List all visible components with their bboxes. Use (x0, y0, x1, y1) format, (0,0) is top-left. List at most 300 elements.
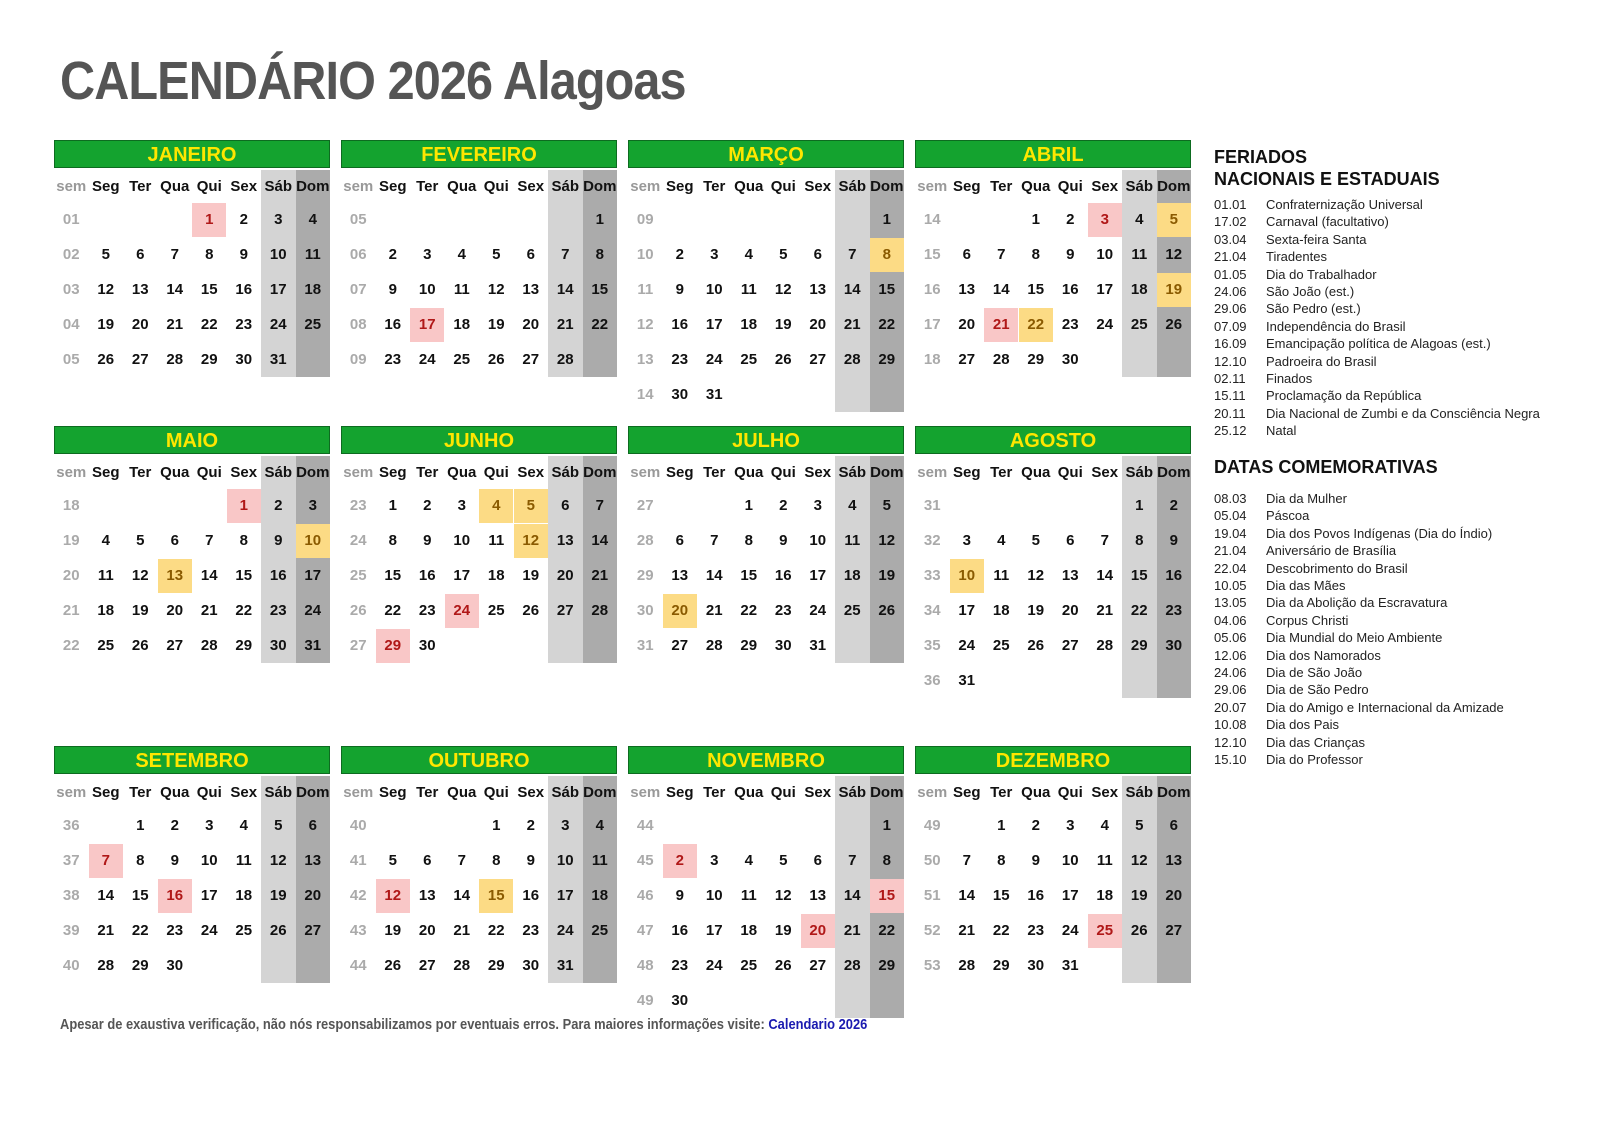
day-cell[interactable]: 29 (1122, 628, 1157, 663)
day-cell[interactable]: 27 (166, 637, 184, 654)
day-cell[interactable]: 11 (296, 237, 331, 272)
day-cell[interactable]: 4 (744, 246, 753, 263)
day-cell[interactable]: 27 (958, 351, 976, 368)
day-cell[interactable]: 1 (136, 817, 145, 834)
day-cell[interactable]: 22 (131, 922, 149, 939)
day-cell[interactable]: 10 (200, 852, 218, 869)
day-cell[interactable]: 7 (962, 852, 971, 869)
day-cell[interactable]: 19 (522, 567, 540, 584)
day-cell[interactable]: 6 (548, 488, 583, 523)
day-cell[interactable]: 10 (261, 237, 296, 272)
day-cell[interactable]: 2 (779, 497, 788, 514)
day-cell[interactable]: 10 (809, 532, 827, 549)
day-cell[interactable]: 22 (992, 922, 1010, 939)
day-cell[interactable]: 19 (1027, 602, 1045, 619)
day-cell[interactable]: 14 (835, 878, 870, 913)
day-cell[interactable]: 12 (870, 523, 905, 558)
day-cell[interactable]: 24 (809, 602, 827, 619)
day-cell[interactable]: 29 (131, 957, 149, 974)
day-cell[interactable]: 30 (1061, 351, 1079, 368)
day-cell[interactable]: 11 (993, 567, 1010, 584)
day-cell[interactable]: 25 (992, 637, 1010, 654)
day-cell[interactable]: 26 (522, 602, 540, 619)
day-cell[interactable]: 15 (583, 272, 618, 307)
day-cell[interactable]: 3 (813, 497, 822, 514)
day-cell[interactable]: 13 (158, 558, 193, 593)
day-cell[interactable]: 5 (870, 488, 905, 523)
day-cell[interactable]: 29 (992, 957, 1010, 974)
day-cell[interactable]: 23 (1157, 593, 1192, 628)
day-cell[interactable]: 19 (1157, 272, 1192, 307)
day-cell[interactable]: 27 (1157, 913, 1192, 948)
day-cell[interactable]: 2 (663, 843, 698, 878)
day-cell[interactable]: 17 (705, 922, 723, 939)
day-cell[interactable]: 4 (997, 532, 1006, 549)
day-cell[interactable]: 4 (744, 852, 753, 869)
day-cell[interactable]: 27 (809, 351, 827, 368)
day-cell[interactable]: 10 (296, 523, 331, 558)
day-cell[interactable]: 21 (583, 558, 618, 593)
day-cell[interactable]: 23 (1027, 922, 1045, 939)
day-cell[interactable]: 24 (958, 637, 976, 654)
day-cell[interactable]: 13 (809, 281, 827, 298)
day-cell[interactable]: 6 (526, 246, 535, 263)
day-cell[interactable]: 28 (835, 342, 870, 377)
day-cell[interactable]: 7 (89, 843, 124, 878)
day-cell[interactable]: 21 (984, 307, 1019, 342)
day-cell[interactable]: 30 (671, 992, 689, 1009)
day-cell[interactable]: 4 (1100, 817, 1109, 834)
day-cell[interactable]: 8 (744, 532, 753, 549)
day-cell[interactable]: 23 (166, 922, 184, 939)
day-cell[interactable]: 5 (261, 808, 296, 843)
day-cell[interactable]: 27 (296, 913, 331, 948)
day-cell[interactable]: 17 (705, 316, 723, 333)
day-cell[interactable]: 4 (479, 488, 514, 523)
day-cell[interactable]: 19 (384, 922, 402, 939)
day-cell[interactable]: 13 (958, 281, 976, 298)
day-cell[interactable]: 14 (992, 281, 1010, 298)
day-cell[interactable]: 21 (166, 316, 184, 333)
day-cell[interactable]: 14 (835, 272, 870, 307)
day-cell[interactable]: 17 (200, 887, 218, 904)
day-cell[interactable]: 19 (1122, 878, 1157, 913)
day-cell[interactable]: 6 (423, 852, 432, 869)
day-cell[interactable]: 6 (1066, 532, 1075, 549)
day-cell[interactable]: 5 (779, 246, 788, 263)
day-cell[interactable]: 27 (522, 351, 540, 368)
day-cell[interactable]: 26 (261, 913, 296, 948)
day-cell[interactable]: 28 (958, 957, 976, 974)
day-cell[interactable]: 4 (239, 817, 248, 834)
day-cell[interactable]: 26 (1122, 913, 1157, 948)
day-cell[interactable]: 26 (1157, 307, 1192, 342)
day-cell[interactable]: 5 (1122, 808, 1157, 843)
day-cell[interactable]: 9 (170, 852, 179, 869)
day-cell[interactable]: 12 (1157, 237, 1192, 272)
day-cell[interactable]: 26 (1027, 637, 1045, 654)
day-cell[interactable]: 15 (870, 272, 905, 307)
day-cell[interactable]: 2 (423, 497, 432, 514)
day-cell[interactable]: 27 (131, 351, 149, 368)
day-cell[interactable]: 19 (774, 922, 792, 939)
day-cell[interactable]: 11 (1122, 237, 1157, 272)
day-cell[interactable]: 19 (870, 558, 905, 593)
day-cell[interactable]: 5 (1031, 532, 1040, 549)
day-cell[interactable]: 31 (548, 948, 583, 983)
day-cell[interactable]: 19 (97, 316, 115, 333)
day-cell[interactable]: 1 (870, 202, 905, 237)
day-cell[interactable]: 7 (710, 532, 719, 549)
day-cell[interactable]: 18 (1122, 272, 1157, 307)
day-cell[interactable]: 14 (548, 272, 583, 307)
day-cell[interactable]: 23 (774, 602, 792, 619)
day-cell[interactable]: 2 (526, 817, 535, 834)
day-cell[interactable]: 11 (488, 532, 505, 549)
day-cell[interactable]: 2 (261, 488, 296, 523)
day-cell[interactable]: 14 (200, 567, 218, 584)
day-cell[interactable]: 16 (1061, 281, 1079, 298)
footer-link[interactable]: Calendario 2026 (768, 1016, 868, 1033)
day-cell[interactable]: 5 (514, 488, 549, 523)
day-cell[interactable]: 26 (97, 351, 115, 368)
day-cell[interactable]: 2 (1066, 211, 1075, 228)
day-cell[interactable]: 20 (548, 558, 583, 593)
day-cell[interactable]: 7 (170, 246, 179, 263)
day-cell[interactable]: 18 (583, 878, 618, 913)
day-cell[interactable]: 1 (192, 202, 227, 237)
day-cell[interactable]: 3 (423, 246, 432, 263)
day-cell[interactable]: 13 (1157, 843, 1192, 878)
day-cell[interactable]: 26 (774, 351, 792, 368)
day-cell[interactable]: 20 (801, 913, 836, 948)
day-cell[interactable]: 22 (740, 602, 758, 619)
day-cell[interactable]: 26 (384, 957, 402, 974)
day-cell[interactable]: 19 (131, 602, 149, 619)
day-cell[interactable]: 8 (870, 237, 905, 272)
day-cell[interactable]: 12 (774, 887, 792, 904)
day-cell[interactable]: 22 (870, 913, 905, 948)
day-cell[interactable]: 6 (675, 532, 684, 549)
day-cell[interactable]: 1 (492, 817, 501, 834)
day-cell[interactable]: 6 (813, 852, 822, 869)
day-cell[interactable]: 7 (548, 237, 583, 272)
day-cell[interactable]: 17 (410, 307, 445, 342)
day-cell[interactable]: 18 (1096, 887, 1114, 904)
day-cell[interactable]: 5 (1157, 202, 1192, 237)
day-cell[interactable]: 30 (166, 957, 184, 974)
day-cell[interactable]: 18 (235, 887, 253, 904)
day-cell[interactable]: 31 (958, 672, 976, 689)
day-cell[interactable]: 13 (671, 567, 689, 584)
day-cell[interactable]: 2 (1157, 488, 1192, 523)
day-cell[interactable]: 3 (710, 246, 719, 263)
day-cell[interactable]: 24 (200, 922, 218, 939)
day-cell[interactable]: 3 (457, 497, 466, 514)
day-cell[interactable]: 16 (1157, 558, 1192, 593)
day-cell[interactable]: 3 (1066, 817, 1075, 834)
day-cell[interactable]: 15 (740, 567, 758, 584)
day-cell[interactable]: 27 (809, 957, 827, 974)
day-cell[interactable]: 26 (487, 351, 505, 368)
day-cell[interactable]: 20 (131, 316, 149, 333)
day-cell[interactable]: 14 (958, 887, 976, 904)
day-cell[interactable]: 16 (418, 567, 436, 584)
day-cell[interactable]: 7 (835, 843, 870, 878)
day-cell[interactable]: 24 (1096, 316, 1114, 333)
day-cell[interactable]: 22 (487, 922, 505, 939)
day-cell[interactable]: 24 (548, 913, 583, 948)
day-cell[interactable]: 1 (870, 808, 905, 843)
day-cell[interactable]: 18 (487, 567, 505, 584)
day-cell[interactable]: 20 (418, 922, 436, 939)
day-cell[interactable]: 18 (992, 602, 1010, 619)
day-cell[interactable]: 31 (809, 637, 827, 654)
day-cell[interactable]: 30 (261, 628, 296, 663)
day-cell[interactable]: 14 (97, 887, 115, 904)
day-cell[interactable]: 29 (235, 637, 253, 654)
day-cell[interactable]: 28 (705, 637, 723, 654)
day-cell[interactable]: 4 (457, 246, 466, 263)
day-cell[interactable]: 23 (671, 351, 689, 368)
day-cell[interactable]: 17 (958, 602, 976, 619)
day-cell[interactable]: 16 (235, 281, 253, 298)
day-cell[interactable]: 29 (1027, 351, 1045, 368)
day-cell[interactable]: 2 (1031, 817, 1040, 834)
day-cell[interactable]: 12 (487, 281, 505, 298)
day-cell[interactable]: 7 (205, 532, 214, 549)
day-cell[interactable]: 13 (131, 281, 149, 298)
day-cell[interactable]: 11 (740, 887, 757, 904)
day-cell[interactable]: 3 (296, 488, 331, 523)
day-cell[interactable]: 11 (453, 281, 470, 298)
day-cell[interactable]: 20 (296, 878, 331, 913)
day-cell[interactable]: 25 (235, 922, 253, 939)
day-cell[interactable]: 27 (1061, 637, 1079, 654)
day-cell[interactable]: 3 (548, 808, 583, 843)
day-cell[interactable]: 9 (1157, 523, 1192, 558)
day-cell[interactable]: 3 (962, 532, 971, 549)
day-cell[interactable]: 3 (261, 202, 296, 237)
day-cell[interactable]: 16 (384, 316, 402, 333)
day-cell[interactable]: 21 (200, 602, 218, 619)
day-cell[interactable]: 29 (740, 637, 758, 654)
day-cell[interactable]: 22 (200, 316, 218, 333)
day-cell[interactable]: 6 (962, 246, 971, 263)
day-cell[interactable]: 30 (235, 351, 253, 368)
day-cell[interactable]: 25 (740, 957, 758, 974)
day-cell[interactable]: 23 (384, 351, 402, 368)
day-cell[interactable]: 9 (1066, 246, 1075, 263)
day-cell[interactable]: 5 (388, 852, 397, 869)
day-cell[interactable]: 21 (835, 913, 870, 948)
day-cell[interactable]: 27 (548, 593, 583, 628)
day-cell[interactable]: 10 (548, 843, 583, 878)
day-cell[interactable]: 15 (384, 567, 402, 584)
day-cell[interactable]: 1 (1031, 211, 1040, 228)
day-cell[interactable]: 12 (1122, 843, 1157, 878)
day-cell[interactable]: 16 (671, 316, 689, 333)
day-cell[interactable]: 12 (774, 281, 792, 298)
day-cell[interactable]: 2 (675, 246, 684, 263)
day-cell[interactable]: 17 (1061, 887, 1079, 904)
day-cell[interactable]: 9 (423, 532, 432, 549)
day-cell[interactable]: 31 (296, 628, 331, 663)
day-cell[interactable]: 21 (97, 922, 115, 939)
day-cell[interactable]: 8 (583, 237, 618, 272)
day-cell[interactable]: 26 (131, 637, 149, 654)
day-cell[interactable]: 30 (418, 637, 436, 654)
day-cell[interactable]: 21 (958, 922, 976, 939)
day-cell[interactable]: 6 (136, 246, 145, 263)
day-cell[interactable]: 18 (296, 272, 331, 307)
day-cell[interactable]: 9 (675, 887, 684, 904)
day-cell[interactable]: 24 (296, 593, 331, 628)
day-cell[interactable]: 1 (388, 497, 397, 514)
day-cell[interactable]: 4 (101, 532, 110, 549)
day-cell[interactable]: 28 (200, 637, 218, 654)
day-cell[interactable]: 15 (870, 878, 905, 913)
day-cell[interactable]: 20 (522, 316, 540, 333)
day-cell[interactable]: 12 (131, 567, 149, 584)
day-cell[interactable]: 17 (296, 558, 331, 593)
day-cell[interactable]: 3 (205, 817, 214, 834)
day-cell[interactable]: 28 (992, 351, 1010, 368)
day-cell[interactable]: 28 (835, 948, 870, 983)
day-cell[interactable]: 11 (583, 843, 618, 878)
day-cell[interactable]: 1 (583, 202, 618, 237)
day-cell[interactable]: 16 (261, 558, 296, 593)
day-cell[interactable]: 15 (131, 887, 149, 904)
day-cell[interactable]: 31 (705, 386, 723, 403)
day-cell[interactable]: 30 (774, 637, 792, 654)
day-cell[interactable]: 29 (487, 957, 505, 974)
day-cell[interactable]: 11 (235, 852, 252, 869)
day-cell[interactable]: 22 (583, 307, 618, 342)
day-cell[interactable]: 9 (239, 246, 248, 263)
day-cell[interactable]: 11 (97, 567, 114, 584)
day-cell[interactable]: 28 (97, 957, 115, 974)
day-cell[interactable]: 10 (453, 532, 471, 549)
day-cell[interactable]: 21 (835, 307, 870, 342)
day-cell[interactable]: 23 (261, 593, 296, 628)
day-cell[interactable]: 7 (997, 246, 1006, 263)
day-cell[interactable]: 26 (870, 593, 905, 628)
day-cell[interactable]: 7 (1100, 532, 1109, 549)
day-cell[interactable]: 6 (170, 532, 179, 549)
day-cell[interactable]: 25 (453, 351, 471, 368)
day-cell[interactable]: 20 (958, 316, 976, 333)
day-cell[interactable]: 28 (548, 342, 583, 377)
day-cell[interactable]: 22 (1019, 307, 1054, 342)
day-cell[interactable]: 2 (388, 246, 397, 263)
day-cell[interactable]: 20 (166, 602, 184, 619)
day-cell[interactable]: 14 (705, 567, 723, 584)
day-cell[interactable]: 16 (158, 878, 193, 913)
day-cell[interactable]: 10 (705, 887, 723, 904)
day-cell[interactable]: 27 (418, 957, 436, 974)
day-cell[interactable]: 8 (205, 246, 214, 263)
day-cell[interactable]: 24 (445, 593, 480, 628)
day-cell[interactable]: 15 (200, 281, 218, 298)
day-cell[interactable]: 11 (740, 281, 757, 298)
day-cell[interactable]: 7 (457, 852, 466, 869)
day-cell[interactable]: 31 (261, 342, 296, 377)
day-cell[interactable]: 8 (136, 852, 145, 869)
day-cell[interactable]: 9 (675, 281, 684, 298)
day-cell[interactable]: 10 (950, 558, 985, 593)
day-cell[interactable]: 12 (97, 281, 115, 298)
day-cell[interactable]: 19 (487, 316, 505, 333)
day-cell[interactable]: 14 (1096, 567, 1114, 584)
day-cell[interactable]: 23 (418, 602, 436, 619)
day-cell[interactable]: 31 (1061, 957, 1079, 974)
day-cell[interactable]: 29 (870, 948, 905, 983)
day-cell[interactable]: 1 (1122, 488, 1157, 523)
day-cell[interactable]: 14 (166, 281, 184, 298)
day-cell[interactable]: 1 (997, 817, 1006, 834)
day-cell[interactable]: 3 (1088, 202, 1123, 237)
day-cell[interactable]: 1 (227, 488, 262, 523)
day-cell[interactable]: 30 (671, 386, 689, 403)
day-cell[interactable]: 16 (1027, 887, 1045, 904)
day-cell[interactable]: 18 (97, 602, 115, 619)
day-cell[interactable]: 13 (418, 887, 436, 904)
day-cell[interactable]: 25 (740, 351, 758, 368)
day-cell[interactable]: 2 (170, 817, 179, 834)
day-cell[interactable]: 10 (1096, 246, 1114, 263)
day-cell[interactable]: 6 (813, 246, 822, 263)
day-cell[interactable]: 30 (1027, 957, 1045, 974)
day-cell[interactable]: 23 (671, 957, 689, 974)
day-cell[interactable]: 25 (97, 637, 115, 654)
day-cell[interactable]: 10 (705, 281, 723, 298)
day-cell[interactable]: 25 (835, 593, 870, 628)
day-cell[interactable]: 22 (235, 602, 253, 619)
day-cell[interactable]: 28 (453, 957, 471, 974)
day-cell[interactable]: 14 (583, 523, 618, 558)
day-cell[interactable]: 13 (809, 887, 827, 904)
day-cell[interactable]: 9 (779, 532, 788, 549)
day-cell[interactable]: 17 (548, 878, 583, 913)
day-cell[interactable]: 5 (779, 852, 788, 869)
day-cell[interactable]: 25 (1088, 913, 1123, 948)
day-cell[interactable]: 14 (453, 887, 471, 904)
day-cell[interactable]: 8 (492, 852, 501, 869)
day-cell[interactable]: 19 (261, 878, 296, 913)
day-cell[interactable]: 21 (453, 922, 471, 939)
day-cell[interactable]: 6 (296, 808, 331, 843)
day-cell[interactable]: 10 (1061, 852, 1079, 869)
day-cell[interactable]: 5 (136, 532, 145, 549)
day-cell[interactable]: 17 (453, 567, 471, 584)
day-cell[interactable]: 15 (1122, 558, 1157, 593)
day-cell[interactable]: 24 (1061, 922, 1079, 939)
day-cell[interactable]: 16 (522, 887, 540, 904)
day-cell[interactable]: 11 (1096, 852, 1113, 869)
day-cell[interactable]: 9 (1031, 852, 1040, 869)
day-cell[interactable]: 28 (583, 593, 618, 628)
day-cell[interactable]: 8 (239, 532, 248, 549)
day-cell[interactable]: 18 (740, 922, 758, 939)
day-cell[interactable]: 9 (526, 852, 535, 869)
day-cell[interactable]: 25 (583, 913, 618, 948)
day-cell[interactable]: 26 (774, 957, 792, 974)
day-cell[interactable]: 7 (583, 488, 618, 523)
day-cell[interactable]: 28 (1096, 637, 1114, 654)
day-cell[interactable]: 20 (1061, 602, 1079, 619)
day-cell[interactable]: 2 (239, 211, 248, 228)
